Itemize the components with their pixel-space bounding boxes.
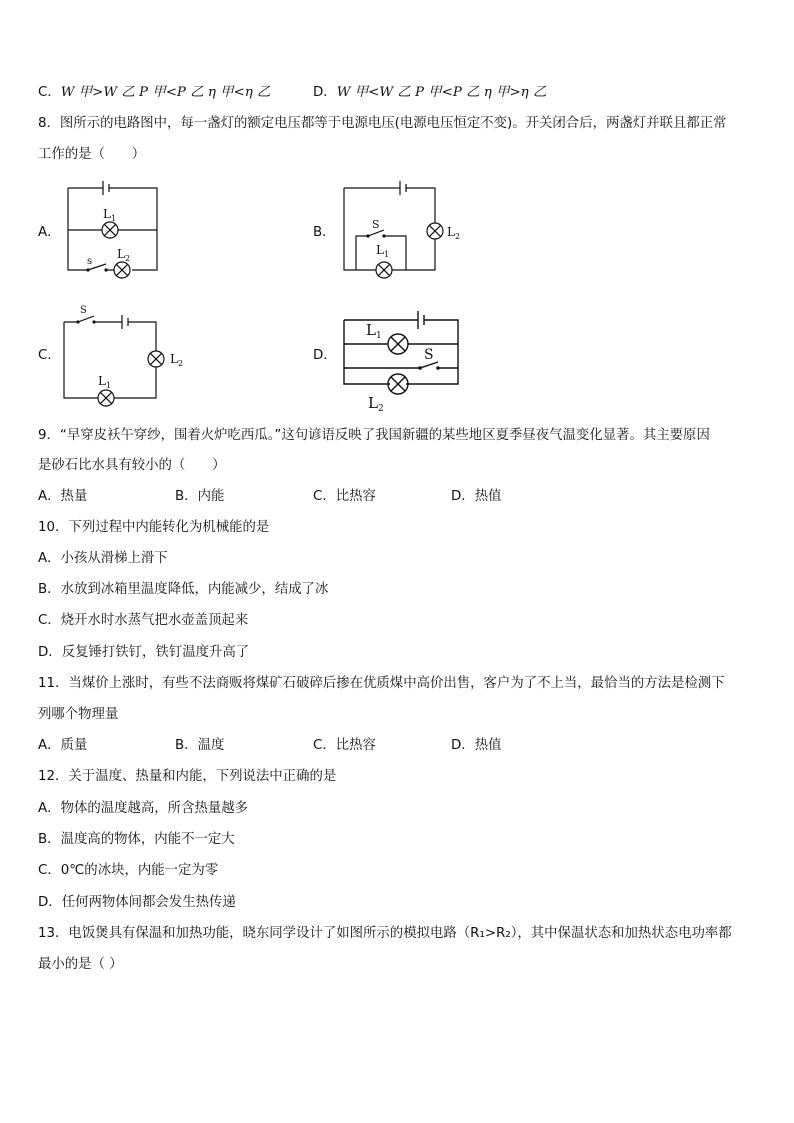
circuit-d-switch-label: S — [424, 347, 434, 363]
circuit-b-lamp2-sub: 2 — [455, 232, 461, 241]
q13-stem-line2: 最小的是（ ） — [38, 957, 123, 972]
q9-option-d: D．热值 — [451, 489, 502, 504]
q8-label-c: C． — [38, 348, 61, 363]
q11-stem-line2: 列哪个物理量 — [38, 707, 119, 722]
circuit-a-switch-label: s — [87, 256, 93, 267]
q11-stem-line1: 11．当煤价上涨时，有些不法商贩将煤矿石破碎后掺在优质煤中高价出售，客户为了不上当，最恰当的方法是检测下 — [38, 676, 725, 691]
q10-option-b: B．水放到冰箱里温度降低，内能减少，结成了冰 — [38, 582, 329, 597]
circuit-d-lamp2-sub: 2 — [378, 404, 384, 414]
q12-option-c: C．0℃的冰块，内能一定为零 — [38, 863, 219, 878]
q10-option-c: C．烧开水时水蒸气把水壶盖顶起来 — [38, 613, 249, 628]
circuit-c-switch-label: S — [80, 305, 87, 316]
circuit-c-lamp2-sub: 2 — [178, 359, 184, 368]
circuit-c-lamp1-label: L — [98, 374, 106, 388]
q9-option-b: B．内能 — [175, 489, 225, 504]
q7-option-d-letter: D． — [313, 85, 337, 100]
circuit-a-lamp1-sub: 1 — [111, 214, 117, 223]
q8-stem-line1: 8．图所示的电路图中，每一盏灯的额定电压都等于电源电压(电源电压恒定不变)。开关闭合后，两盏灯并联且都正常 — [38, 116, 727, 131]
q10-option-a: A．小孩从滑梯上滑下 — [38, 551, 168, 566]
q8-label-a: A． — [38, 225, 61, 240]
q7-option-c — [38, 83, 270, 103]
q10-stem: 10．下列过程中内能转化为机械能的是 — [38, 520, 270, 535]
q13-stem-line1: 13．电饭煲具有保温和加热功能，晓东同学设计了如图所示的模拟电路（R₁>R₂），其中保温状态和加热状态电功率都 — [38, 926, 732, 941]
circuit-b-diagram — [340, 178, 475, 278]
q8-label-d: D． — [313, 348, 337, 363]
q10-option-d: D．反复锤打铁钉，铁钉温度升高了 — [38, 645, 250, 660]
circuit-a-lamp1-label: L — [103, 207, 111, 221]
circuit-a-lamp2-label: L — [117, 247, 125, 261]
q11-option-c: C．比热容 — [313, 738, 376, 753]
q9-option-c: C．比热容 — [313, 489, 376, 504]
q12-option-b: B．温度高的物体，内能不一定大 — [38, 832, 235, 847]
circuit-a-diagram — [60, 178, 170, 278]
circuit-b-lamp2-label: L — [447, 225, 455, 239]
q11-option-a: A．质量 — [38, 738, 88, 753]
q7-option-d — [313, 83, 546, 103]
q7-option-c-letter: C． — [38, 85, 61, 100]
circuit-d-diagram — [340, 306, 465, 412]
circuit-c-diagram — [60, 302, 200, 410]
q8-label-b: B． — [313, 225, 336, 240]
q9-stem-line1: 9．“早穿皮袄午穿纱，围着火炉吃西瓜。”这句谚语反映了我国新疆的某些地区夏季昼夜气温变化显著。其主要原因 — [38, 428, 710, 443]
circuit-d-lamp1-label: L — [366, 321, 376, 339]
circuit-b-switch-label: S — [372, 218, 380, 231]
q12-option-a: A．物体的温度越高，所含热量越多 — [38, 801, 249, 816]
q9-option-a: A．热量 — [38, 489, 88, 504]
q11-option-d: D．热值 — [451, 738, 502, 753]
q7-option-d-text: W 甲<W 乙 P 甲<P 乙 η 甲>η 乙 — [336, 85, 547, 100]
circuit-c-lamp2-label: L — [170, 352, 178, 366]
q12-stem: 12．关于温度、热量和内能，下列说法中正确的是 — [38, 769, 337, 784]
circuit-c-lamp1-sub: 1 — [106, 381, 112, 390]
q8-stem-line2: 工作的是（ ） — [38, 147, 146, 162]
circuit-a-lamp2-sub: 2 — [125, 254, 131, 263]
circuit-d-lamp2-label: L — [368, 394, 378, 412]
q9-stem-line2: 是砂石比水具有较小的（ ） — [38, 458, 226, 473]
circuit-d-lamp1-sub: 1 — [376, 331, 382, 341]
q11-option-b: B．温度 — [175, 738, 225, 753]
q7-option-c-text: W 甲>W 乙 P 甲<P 乙 η 甲<η 乙 — [60, 85, 271, 100]
circuit-b-lamp1-label: L — [376, 243, 384, 257]
q12-option-d: D．任何两物体间都会发生热传递 — [38, 895, 236, 910]
circuit-b-lamp1-sub: 1 — [384, 250, 390, 259]
